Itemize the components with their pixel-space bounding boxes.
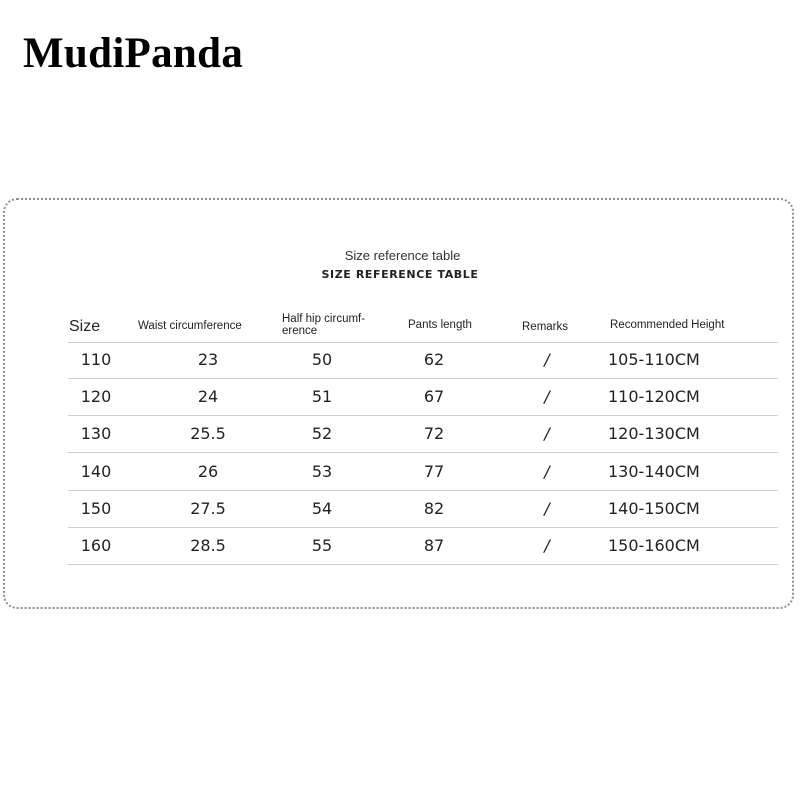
cell-size: 150 xyxy=(80,498,112,518)
cell-hip: 50 xyxy=(311,350,333,369)
table-row xyxy=(0,379,800,416)
cell-hip: 55 xyxy=(311,536,333,555)
cell-recommended-height: 105-110CM xyxy=(608,350,700,369)
cell-waist: 24 xyxy=(197,387,219,407)
cell-remarks: / xyxy=(544,350,550,369)
cell-pants-length: 72 xyxy=(423,424,445,444)
cell-pants-length: 77 xyxy=(423,461,445,481)
cell-waist: 25.5 xyxy=(190,424,226,444)
cell-pants-length: 62 xyxy=(423,350,445,369)
header-size: Size xyxy=(69,318,101,335)
cell-hip: 52 xyxy=(311,424,333,444)
table-row xyxy=(0,528,800,565)
table-row xyxy=(0,416,800,453)
cell-waist: 28.5 xyxy=(190,536,226,555)
cell-size: 130 xyxy=(80,424,112,444)
header-pants-length: Pants length xyxy=(408,319,472,331)
cell-pants-length: 67 xyxy=(423,387,445,407)
cell-recommended-height: 130-140CM xyxy=(608,461,700,481)
cell-remarks: / xyxy=(544,424,550,444)
cell-pants-length: 87 xyxy=(423,536,445,555)
cell-recommended-height: 120-130CM xyxy=(608,424,700,444)
cell-recommended-height: 150-160CM xyxy=(608,536,700,555)
cell-remarks: / xyxy=(544,498,550,518)
cell-recommended-height: 140-150CM xyxy=(608,498,700,518)
cell-size: 110 xyxy=(80,350,112,369)
cell-remarks: / xyxy=(544,387,550,407)
cell-remarks: / xyxy=(544,536,550,555)
cell-hip: 51 xyxy=(311,387,333,407)
table-row xyxy=(0,454,800,491)
header-waist: Waist circumference xyxy=(138,320,242,332)
table-subtitle: SIZE REFERENCE TABLE xyxy=(321,268,479,281)
cell-size: 120 xyxy=(80,387,112,407)
cell-remarks: / xyxy=(544,461,550,481)
header-remarks: Remarks xyxy=(522,321,569,333)
cell-hip: 54 xyxy=(311,498,333,518)
cell-waist: 27.5 xyxy=(190,498,226,518)
cell-size: 140 xyxy=(80,461,112,481)
table-title: Size reference table xyxy=(344,248,461,263)
cell-pants-length: 82 xyxy=(423,498,445,518)
brand-logo-text: MudiPanda xyxy=(23,30,244,77)
table-row xyxy=(0,342,800,379)
cell-hip: 53 xyxy=(311,461,333,481)
header-recommended-height: Recommended Height xyxy=(610,319,725,331)
table-row xyxy=(0,491,800,528)
row-divider xyxy=(68,564,778,565)
cell-waist: 23 xyxy=(197,350,219,369)
cell-recommended-height: 110-120CM xyxy=(608,387,700,407)
cell-waist: 26 xyxy=(197,461,219,481)
cell-size: 160 xyxy=(80,536,112,555)
header-hip: Half hip circumf- erence xyxy=(282,313,366,337)
